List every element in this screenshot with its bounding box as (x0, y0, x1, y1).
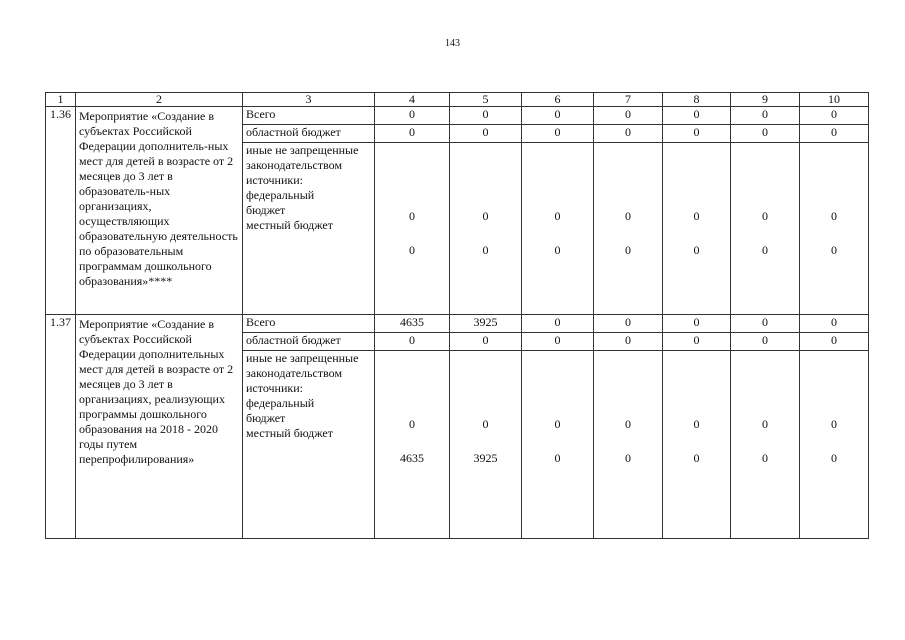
local-value: 0 (554, 451, 561, 465)
local-budget-label: местный бюджет (246, 218, 333, 232)
value-cell: 0 (800, 107, 869, 125)
federal-value: 0 (554, 209, 561, 223)
column-number: 4 (375, 93, 450, 107)
federal-value: 0 (693, 209, 700, 223)
row-number: 1.37 (46, 315, 76, 539)
funding-source-other (243, 143, 375, 315)
measure-description: Мероприятие «Создание в субъектах Российской Федерации дополнитель-ных мест для детей в возрасте от 2 месяцев до 3 лет в образователь-ных организациях, осуществляющих образовательную деятельность по образовательным программам дошкольного образования»**** (76, 107, 243, 315)
value-cell-stack (731, 351, 800, 539)
value-cell: 0 (800, 125, 869, 143)
funding-source-label: областной бюджет (243, 333, 375, 351)
value-cell: 0 (450, 107, 522, 125)
value-cell: 0 (731, 125, 800, 143)
table-row (46, 107, 869, 125)
federal-budget-label: федеральный бюджет (246, 188, 315, 217)
federal-value: 0 (831, 209, 837, 223)
funding-source-other (243, 351, 375, 539)
column-number: 2 (76, 93, 243, 107)
column-number-row (46, 93, 869, 107)
value-cell-stack (522, 143, 594, 315)
value-cell: 0 (594, 107, 663, 125)
value-cell-stack (450, 351, 522, 539)
value-cell: 0 (594, 333, 663, 351)
value-cell-stack (375, 143, 450, 315)
column-number: 1 (46, 93, 76, 107)
local-value: 0 (625, 451, 631, 465)
federal-value: 0 (831, 417, 837, 431)
column-number: 3 (243, 93, 375, 107)
value-cell-stack (594, 143, 663, 315)
federal-value: 0 (625, 417, 631, 431)
value-cell-stack (663, 143, 731, 315)
local-budget-label: местный бюджет (246, 426, 333, 440)
funding-source-label: Всего (243, 315, 375, 333)
value-cell: 0 (800, 333, 869, 351)
value-cell: 0 (731, 107, 800, 125)
value-cell-stack (450, 143, 522, 315)
local-value: 0 (762, 451, 768, 465)
federal-value: 0 (762, 209, 768, 223)
column-number: 9 (731, 93, 800, 107)
value-cell: 0 (375, 107, 450, 125)
budget-table (45, 92, 869, 539)
value-cell-stack (800, 143, 869, 315)
local-value: 0 (693, 451, 700, 465)
value-cell: 0 (594, 125, 663, 143)
value-cell: 0 (522, 125, 594, 143)
value-cell-stack (522, 351, 594, 539)
local-value: 0 (409, 243, 415, 257)
other-sources-label: иные не запрещенные законодательством источники: (246, 351, 359, 395)
value-cell: 0 (522, 315, 594, 333)
federal-value: 0 (482, 417, 489, 431)
local-value: 0 (831, 243, 837, 257)
value-cell: 0 (375, 333, 450, 351)
federal-value: 0 (409, 209, 415, 223)
value-cell: 0 (663, 125, 731, 143)
value-cell: 4635 (375, 315, 450, 333)
value-cell-stack (731, 143, 800, 315)
funding-source-label: областной бюджет (243, 125, 375, 143)
value-cell: 0 (450, 333, 522, 351)
local-value: 0 (762, 243, 768, 257)
value-cell-stack (594, 351, 663, 539)
measure-description: Мероприятие «Создание в субъектах Российской Федерации дополнительных мест для детей в возрасте от 2 месяцев до 3 лет в организациях, реализующих программы дошкольного образования на 2018 - 2020 годы путем перепрофилирования» (76, 315, 243, 539)
value-cell: 0 (731, 315, 800, 333)
local-value: 0 (554, 243, 561, 257)
federal-value: 0 (693, 417, 700, 431)
local-value: 0 (625, 243, 631, 257)
funding-source-label: Всего (243, 107, 375, 125)
page-number: 143 (445, 38, 460, 49)
federal-value: 0 (762, 417, 768, 431)
local-value: 0 (831, 451, 837, 465)
value-cell: 0 (594, 315, 663, 333)
local-value: 4635 (400, 451, 424, 465)
value-cell: 0 (663, 315, 731, 333)
local-value: 0 (482, 243, 489, 257)
federal-value: 0 (554, 417, 561, 431)
value-cell-stack (375, 351, 450, 539)
federal-value: 0 (625, 209, 631, 223)
value-cell-stack (663, 351, 731, 539)
value-cell-stack (800, 351, 869, 539)
value-cell: 0 (450, 125, 522, 143)
value-cell: 0 (663, 333, 731, 351)
column-number: 8 (663, 93, 731, 107)
column-number: 5 (450, 93, 522, 107)
local-value: 0 (693, 243, 700, 257)
column-number: 10 (800, 93, 869, 107)
value-cell: 0 (731, 333, 800, 351)
column-number: 6 (522, 93, 594, 107)
federal-budget-label: федеральный бюджет (246, 396, 315, 425)
local-value: 3925 (473, 451, 498, 465)
value-cell: 0 (800, 315, 869, 333)
value-cell: 0 (522, 107, 594, 125)
federal-value: 0 (482, 209, 489, 223)
value-cell: 0 (375, 125, 450, 143)
federal-value: 0 (409, 417, 415, 431)
value-cell: 3925 (450, 315, 522, 333)
column-number: 7 (594, 93, 663, 107)
other-sources-label: иные не запрещенные законодательством источники: (246, 143, 359, 187)
value-cell: 0 (522, 333, 594, 351)
value-cell: 0 (663, 107, 731, 125)
table-row (46, 315, 869, 333)
row-number: 1.36 (46, 107, 76, 315)
